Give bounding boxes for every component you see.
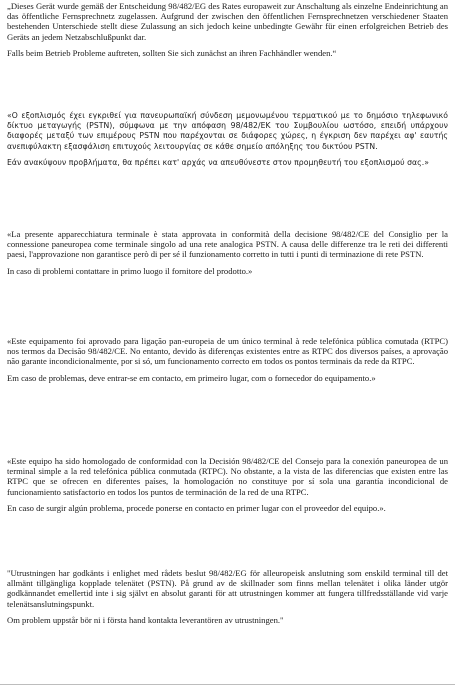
section-portuguese: [7, 336, 448, 383]
paragraph-spanish-problems: En caso de surgir algún problema, procede ponerse en contacto en primer lugar con el proveedor del equipo.».: [7, 502, 386, 513]
section-spanish: [7, 456, 448, 513]
paragraph-italian-approval: «La presente apparecchiatura terminale è stata approvata in conformità della decisione 98/482/CE del Consiglio per la connessione paneuropea come terminale singolo ad una rete analogica PSTN. A causa delle differenze tra le reti dei differenti paesi, l'approvazione non garantisce però di per sé il funzionamento corretto in tutti i punti di terminazione di rete PSTN.: [7, 229, 448, 260]
paragraph-german-problems: Falls beim Betrieb Probleme auftreten, sollten Sie sich zunächst an ihren Fachhändler wenden.“: [7, 47, 337, 58]
paragraph-swedish-approval: "Utrustningen har godkänts i enlighet med rådets beslut 98/482/EG för alleuropeisk anslutning som enskild terminal till det allmänt tillgängliga kopplade telenätet (PSTN). På grund av de skillnader som finns mellan telenätet i olika länder utgör godkännandet emellertid inte i sig självt en absolut garanti för att utrustningen kommer att fungera tillfredsställande vid varje telenätsanslutningspunkt.: [7, 568, 448, 609]
bottom-divider: [0, 684, 455, 685]
paragraph-greek-approval: «Ο εξοπλισμός έχει εγκριθεί για πανευρωπαϊκή σύνδεση μεμονωμένου τερματικού με το δημόσιο τηλεφωνικό δίκτυο μεταγωγής (PSTN), σύμφωνα με την απόφαση 98/482/ΕΚ του Συμβουλίου ωστόσο, επειδή υπάρχουν διαφορές μεταξύ των επιμέρους PSTN που παρέχονται σε διάφορες χώρες, η έγκριση δεν παρέχει αφ' εαυτής ανεπιφύλακτη εξασφάλιση επιτυχούς λειτουργίας σε κάθε σημείο απόληξης του δικτύου PSTN.: [7, 111, 448, 151]
section-german: [7, 1, 448, 58]
paragraph-italian-problems: In caso di problemi contattare in primo luogo il fornitore del prodotto.»: [7, 265, 253, 276]
paragraph-spanish-approval: «Este equipo ha sido homologado de conformidad con la Decisión 98/482/CE del Consejo para la conexión paneuropea de un terminal simple a la red telefónica pública conmutada (RTPC). No obstante, a la vista de las diferencias que existen entre las RTPC que se ofrecen en diferentes países, la homologación no constituye por sí sola una garantía incondicional de funcionamiento satisfactorio en todos los puntos de terminación de la red de una RTPC.: [7, 456, 448, 497]
section-swedish: [7, 568, 448, 625]
section-italian: [7, 229, 448, 276]
section-greek: [7, 111, 448, 168]
paragraph-portuguese-approval: «Este equipamento foi aprovado para ligação pan-europeia de um único terminal à rede telefónica pública comutada (RTPC) nos termos da Decisão 98/482/CE. No entanto, devido às diferenças existentes entre as RTPC dos diversos países, a aprovação não garante incondicionalmente, por si só, um funcionamento correcto em todos os pontos terminais da rede da RTPC.: [7, 336, 448, 367]
paragraph-german-approval: „Dieses Gerät wurde gemäß der Entscheidung 98/482/EG des Rates europaweit zur Anschaltung als einzelne Endeinrichtung an das öffentliche Fernsprechnetz zugelassen. Aufgrund der zwischen den öffentlichen Fernsprechnetzen verschiedener Staaten bestehenden Unterschiede stellt diese Zulassung an sich jedoch keine unbedingte Gewähr für einen erfolgreichen Betrieb des Geräts an jedem Netzabschlußpunkt dar.: [7, 1, 448, 42]
paragraph-swedish-problems: Om problem uppstår bör ni i första hand kontakta leverantören av utrustningen.": [7, 614, 284, 625]
paragraph-portuguese-problems: Em caso de problemas, deve entrar-se em contacto, em primeiro lugar, com o fornecedor do equipamento.»: [7, 372, 376, 383]
paragraph-greek-problems: Εάν ανακύψουν προβλήματα, θα πρέπει κατ' αρχάς να απευθύνεστε στον προμηθευτή του εξοπλισμού σας.»: [7, 157, 429, 167]
